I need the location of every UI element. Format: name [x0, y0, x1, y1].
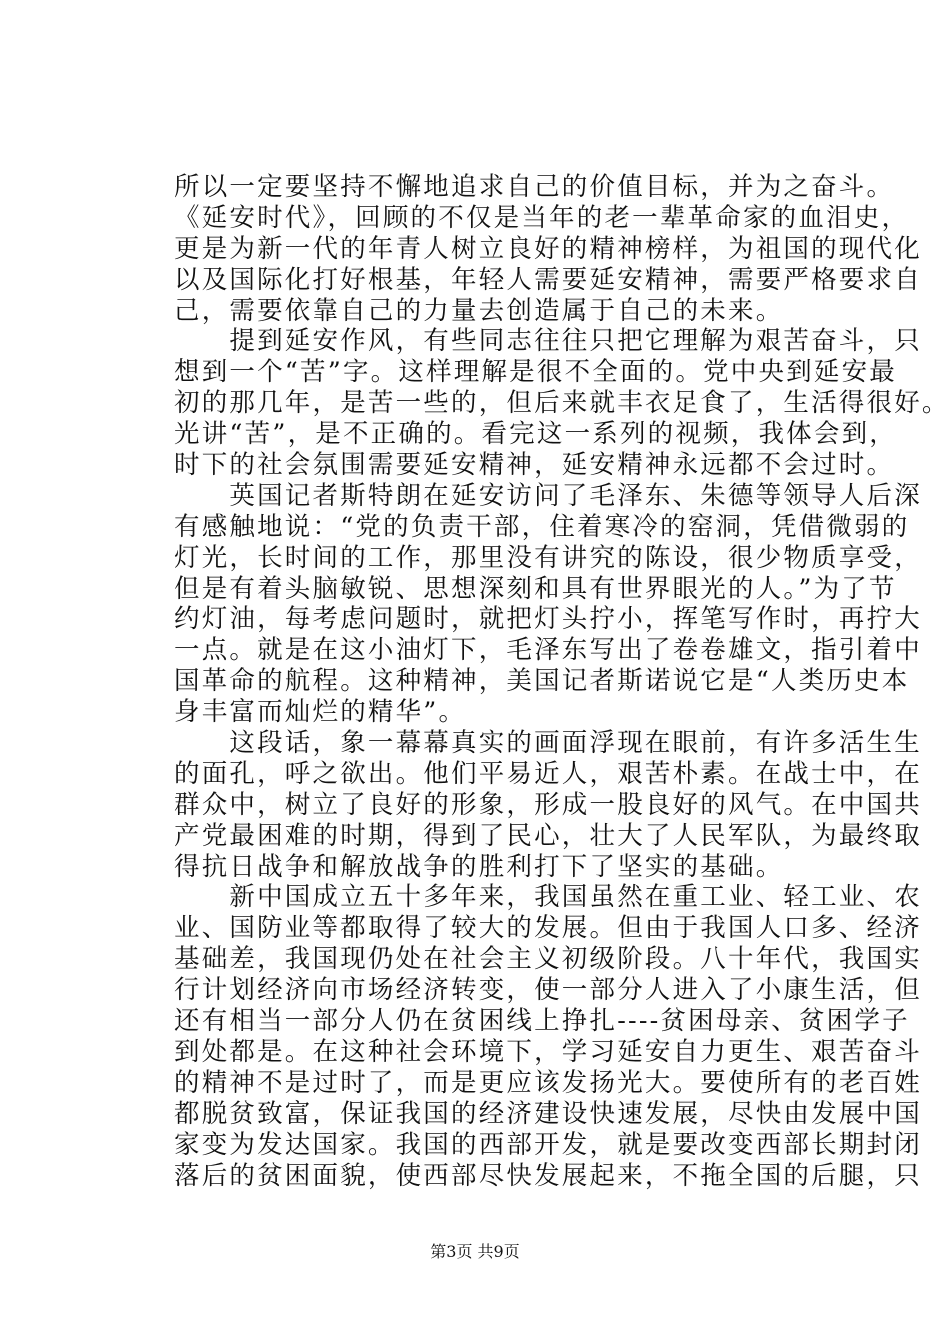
text-line: 有感触地说：“党的负责干部，住着寒冷的窑洞，凭借微弱的 — [174, 511, 910, 542]
text-line: 国革命的航程。这种精神，美国记者斯诺说它是“人类历史本 — [174, 666, 910, 697]
text-line: 时下的社会氛围需要延安精神，延安精神永远都不会过时。 — [174, 450, 895, 481]
text-line: 的精神不是过时了，而是更应该发扬光大。要使所有的老百姓 — [174, 1067, 922, 1098]
text-line: 身丰富而灿烂的精华”。 — [174, 697, 467, 728]
text-line: 所以一定要坚持不懈地追求自己的价值目标，并为之奋斗。 — [174, 172, 895, 202]
text-line: 更是为新一代的年青人树立良好的精神榜样，为祖国的现代化 — [174, 233, 922, 264]
text-line: 灯光，长时间的工作，那里没有讲究的陈设，很少物质享受， — [174, 542, 922, 573]
text-line: 约灯油，每考虑问题时，就把灯头拧小，挥笔写作时，再拧大 — [174, 604, 922, 635]
text-line: 落后的贫困面貌，使西部尽快发展起来，不拖全国的后腿，只 — [174, 1160, 922, 1191]
text-line: 初的那几年，是苦一些的，但后来就丰衣足食了，生活得很好。 — [174, 388, 950, 419]
text-line: 的面孔，呼之欲出。他们平易近人，艰苦朴素。在战士中，在 — [174, 758, 922, 789]
text-line: 但是有着头脑敏锐、思想深刻和具有世界眼光的人。”为了节 — [174, 573, 897, 604]
text-line: 产党最困难的时期，得到了民心，壮大了人民军队，为最终取 — [174, 820, 922, 851]
text-line: 《延安时代》，回顾的不仅是当年的老一辈革命家的血泪史， — [174, 202, 910, 233]
text-line: 业、国防业等都取得了较大的发展。但由于我国人口多、经济 — [174, 913, 922, 944]
text-line: 家变为发达国家。我国的西部开发，就是要改变西部长期封闭 — [174, 1129, 922, 1160]
text-line: 到处都是。在这种社会环境下，学习延安自力更生、艰苦奋斗 — [174, 1036, 922, 1067]
text-line: 都脱贫致富，保证我国的经济建设快速发展，尽快由发展中国 — [174, 1098, 922, 1129]
text-line: 光讲“苦”，是不正确的。看完这一系列的视频，我体会到， — [174, 419, 897, 450]
text-line: 群众中，树立了良好的形象，形成一股良好的风气。在中国共 — [174, 789, 922, 820]
text-line: 还有相当一部分人仍在贫困线上挣扎----贫困母亲、贫困学子 — [174, 1006, 910, 1037]
text-line: 英国记者斯特朗在延安访问了毛泽东、朱德等领导人后深 — [174, 480, 922, 511]
page-number-footer: 第3页 共9页 — [430, 1242, 520, 1261]
body-text — [174, 172, 950, 1191]
text-line: 这段话，象一幕幕真实的画面浮现在眼前，有许多活生生 — [174, 728, 922, 759]
text-line: 想到一个“苦”字。这样理解是很不全面的。党中央到延安最 — [174, 357, 897, 388]
text-line: 基础差，我国现仍处在社会主义初级阶段。八十年代，我国实 — [174, 944, 922, 975]
text-line: 一点。就是在这小油灯下，毛泽东写出了卷卷雄文，指引着中 — [174, 635, 922, 666]
text-line: 得抗日战争和解放战争的胜利打下了坚实的基础。 — [174, 851, 784, 882]
text-line: 提到延安作风，有些同志往往只把它理解为艰苦奋斗，只 — [174, 326, 922, 357]
text-line: 己，需要依靠自己的力量去创造属于自己的未来。 — [174, 295, 784, 326]
text-line: 行计划经济向市场经济转变，使一部分人进入了小康生活，但 — [174, 975, 922, 1006]
text-line: 以及国际化打好根基，年轻人需要延安精神，需要严格要求自 — [174, 264, 922, 295]
text-line: 新中国成立五十多年来，我国虽然在重工业、轻工业、农 — [174, 882, 922, 913]
